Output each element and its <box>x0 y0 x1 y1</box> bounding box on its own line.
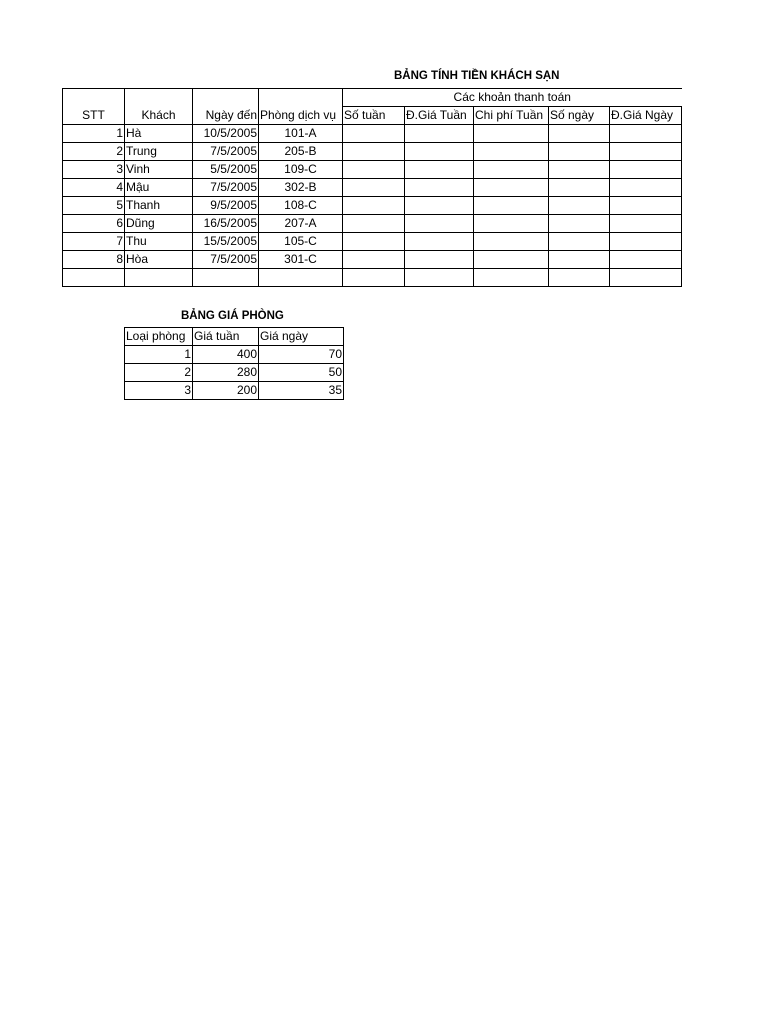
table-row <box>63 233 682 251</box>
group-header-row <box>63 89 682 107</box>
header-weeks: Số tuần <box>343 107 405 125</box>
cell-guest[interactable]: Trung <box>125 143 193 161</box>
cell-stt[interactable]: 6 <box>63 215 125 233</box>
cell-stt[interactable]: 5 <box>63 197 125 215</box>
cell-room[interactable]: 301-C <box>259 251 343 269</box>
cell-stt[interactable]: 4 <box>63 179 125 197</box>
cell-stt[interactable]: 8 <box>63 251 125 269</box>
header-service-room: Phòng dịch vụ <box>259 107 343 125</box>
cell-arrival-date[interactable]: 7/5/2005 <box>193 143 259 161</box>
cell-arrival-date[interactable]: 7/5/2005 <box>193 251 259 269</box>
cell-daily-price[interactable]: 35 <box>259 382 344 400</box>
header-days: Số ngày <box>549 107 610 125</box>
cell-guest[interactable]: Dũng <box>125 215 193 233</box>
header-guest: Khách <box>125 107 193 125</box>
cell-room[interactable]: 101-A <box>259 125 343 143</box>
cell-guest[interactable]: Hà <box>125 125 193 143</box>
cell-arrival-date[interactable]: 5/5/2005 <box>193 161 259 179</box>
cell-room[interactable]: 105-C <box>259 233 343 251</box>
price-table-title: BẢNG GIÁ PHÒNG <box>181 310 284 322</box>
cell-weekly-price[interactable]: 280 <box>193 364 259 382</box>
cell-stt[interactable]: 7 <box>63 233 125 251</box>
cell-room-type[interactable]: 3 <box>125 382 193 400</box>
main-table-title: BẢNG TÍNH TIỀN KHÁCH SẠN <box>394 70 560 82</box>
cell-arrival-date[interactable]: 7/5/2005 <box>193 179 259 197</box>
cell-daily-price[interactable]: 50 <box>259 364 344 382</box>
cell-guest[interactable]: Mậu <box>125 179 193 197</box>
table-row <box>63 215 682 233</box>
header-weekly-rate: Đ.Giá Tuần <box>405 107 474 125</box>
table-row <box>63 197 682 215</box>
cell-weekly-price[interactable]: 200 <box>193 382 259 400</box>
payment-group-header: Các khoản thanh toán <box>343 89 682 107</box>
cell-room-type[interactable]: 1 <box>125 346 193 364</box>
cell-stt[interactable]: 2 <box>63 143 125 161</box>
cell-guest[interactable]: Vinh <box>125 161 193 179</box>
cell-arrival-date[interactable]: 10/5/2005 <box>193 125 259 143</box>
cell-arrival-date[interactable]: 9/5/2005 <box>193 197 259 215</box>
cell-guest[interactable]: Thanh <box>125 197 193 215</box>
table-row <box>63 251 682 269</box>
cell-room[interactable]: 302-B <box>259 179 343 197</box>
cell-room[interactable]: 207-A <box>259 215 343 233</box>
empty-row <box>63 269 682 287</box>
header-room-type: Loại phòng <box>125 328 193 346</box>
cell-weekly-price[interactable]: 400 <box>193 346 259 364</box>
table-row <box>63 125 682 143</box>
table-row <box>125 346 344 364</box>
table-row <box>63 179 682 197</box>
table-row <box>63 161 682 179</box>
header-row <box>63 107 682 125</box>
cell-room-type[interactable]: 2 <box>125 364 193 382</box>
header-daily-rate: Đ.Giá Ngày <box>610 107 682 125</box>
cell-arrival-date[interactable]: 16/5/2005 <box>193 215 259 233</box>
table-row <box>125 364 344 382</box>
cell-room[interactable]: 108-C <box>259 197 343 215</box>
header-stt: STT <box>63 107 125 125</box>
header-weekly-price: Giá tuần <box>193 328 259 346</box>
cell-room[interactable]: 109-C <box>259 161 343 179</box>
cell-daily-price[interactable]: 70 <box>259 346 344 364</box>
header-weekly-cost: Chi phí Tuần <box>474 107 549 125</box>
cell-stt[interactable]: 3 <box>63 161 125 179</box>
table-row <box>125 382 344 400</box>
cell-stt[interactable]: 1 <box>63 125 125 143</box>
cell-guest[interactable]: Hòa <box>125 251 193 269</box>
cell-arrival-date[interactable]: 15/5/2005 <box>193 233 259 251</box>
room-price-table <box>124 327 344 400</box>
hotel-billing-table <box>62 88 682 287</box>
price-header-row <box>125 328 344 346</box>
cell-room[interactable]: 205-B <box>259 143 343 161</box>
cell-guest[interactable]: Thu <box>125 233 193 251</box>
header-daily-price: Giá ngày <box>259 328 344 346</box>
table-row <box>63 143 682 161</box>
header-arrival-date: Ngày đến <box>193 107 259 125</box>
